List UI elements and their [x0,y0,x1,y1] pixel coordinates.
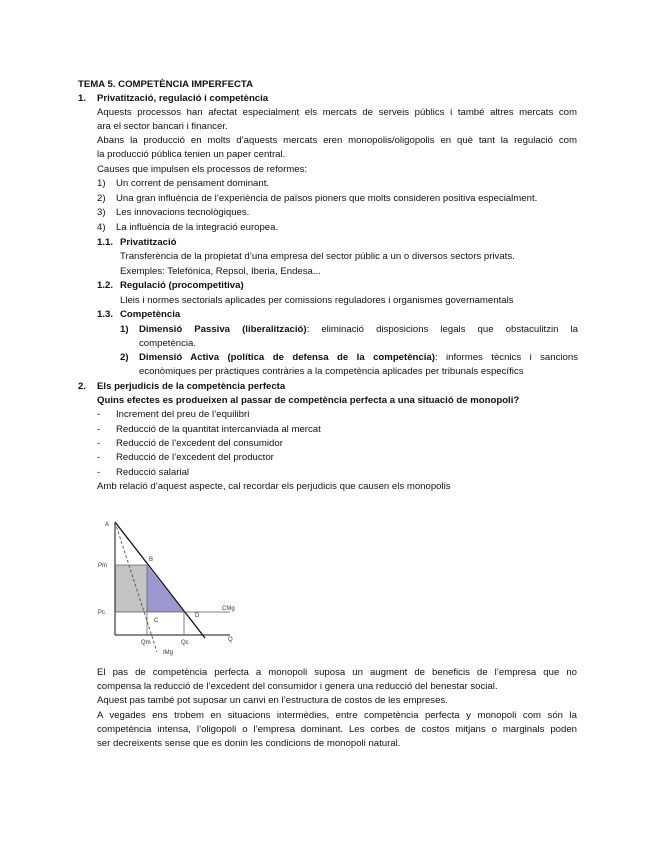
monopoly-welfare-diagram [95,510,255,660]
list-item: Increment del preu de l’equilibri [116,409,250,420]
subsection-number: 1.1. [97,237,114,248]
list-number: 2) [97,193,106,204]
label-a: A [105,522,110,528]
section-1-number: 1. [78,93,87,104]
paragraph-line: Lleis i normes sectorials aplicades per comissions reguladores i organismes governamentals [120,295,514,306]
label-b: B [149,557,154,563]
paragraph-line: Exemples: Telefónica, Repsol, Iberia, Endesa... [120,266,321,277]
list-number: 1) [97,178,106,189]
label-cmg: CMg [222,606,235,612]
list-item: Reducció de l’excedent del consumidor [116,438,283,449]
list-dash: - [97,409,101,420]
paragraph-line: El pas de competència perfecta a monopoli suposa un augment de beneficis de l’empresa que no [97,667,577,678]
label-qc: Qc [181,640,189,646]
list-number: 4) [97,222,106,233]
paragraph-line: competència. [139,338,197,349]
label-pc: Pc [98,610,106,616]
list-dash: - [97,424,101,435]
section-2-number: 2. [78,381,87,392]
paragraph-line: Abans la producció en molts d’aquests mercats eren monopolis/oligopolis en què tant la regulació com [97,135,577,146]
list-item: Les innovacions tecnològiques. [116,207,250,218]
label-c: C [154,618,159,624]
paragraph-line: compensa la reducció de l’excedent del consumidor i genera una reducció del benestar social. [97,681,498,692]
list-item: Reducció de l’excedent del productor [116,452,274,463]
subsection-heading: Competència [120,309,181,320]
label-d: D [195,613,200,619]
paragraph-line: Amb relació d’aquest aspecte, cal recordar els perjudicis que causen els monopolis [97,481,451,492]
doc-title: TEMA 5. COMPETÈNCIA IMPERFECTA [78,79,254,90]
list-item: Reducció de la quantitat intercanviada al mercat [116,424,321,435]
section-1-heading: Privatització, regulació i competència [97,93,269,104]
label-q: Q [228,637,233,643]
label-pm: Pm [98,563,107,569]
paragraph-line: ara el sector bancari i financer. [97,121,228,132]
list-number: 3) [97,207,106,218]
paragraph-line: econòmiques per pràctiques contràries a la competència aplicades per tribunals específics [139,366,524,377]
label-qm: Qm [141,640,151,646]
label-img: IMg [163,650,174,656]
subsection-number: 1.2. [97,280,114,291]
paragraph-line: A vegades ens trobem en situacions intermèdies, entre competència perfecta y monopoli com són la [97,710,577,721]
paragraph-line: la producció pública tenien un paper central. [97,149,286,160]
list-number: 1) [120,324,129,335]
list-item: Un corrent de pensament dominant. [116,178,270,189]
section-2-heading: Els perjudicis de la competència perfecta [97,381,286,392]
causes-intro: Causes que impulsen els processos de reformes: [97,164,308,175]
paragraph-line: competència intensa, l’oligopoli o l’empresa dominant. Les corbes de costos mitjans o marginals poden [97,724,577,735]
list-item: Reducció salarial [116,467,190,478]
list-item [139,324,578,336]
list-dash: - [97,467,101,478]
list-item: La influència de la integració europea. [116,222,279,233]
subsection-heading: Privatització [120,237,177,248]
item-text: : informes tècnics i sancions [434,352,579,363]
list-item: Una gran influència de l’experiència de països pioners que molts consideren positiva especialment. [116,193,538,204]
item-heading: Dimensió Activa (política de defensa de la competència) [139,352,435,363]
deadweight-loss-area [147,565,184,612]
section-question: Quins efectes es produeixen al passar de competència perfecta a una situació de monopoli? [97,395,520,406]
paragraph-line: Aquest pas també pot suposar un canvi en l’estructura de costos de les empreses. [97,695,448,706]
paragraph-line: Aquests processos han afectat especialment els mercats de serveis públics i també altres mercats com [97,107,577,118]
item-heading: Dimensió Passiva (liberalització) [139,324,307,335]
list-dash: - [97,452,101,463]
paragraph-line: Transferència de la propietat d’una empresa del sector públic a un o diversos sectors privats. [120,251,515,262]
paragraph-line: ser decreixents sense que es donin les condicions de monopoli natural. [97,738,401,749]
item-text: : eliminació disposicions legals que obstaculitzin la [306,324,578,335]
list-number: 2) [120,352,129,363]
list-item [139,352,578,364]
subsection-number: 1.3. [97,309,114,320]
list-dash: - [97,438,101,449]
subsection-heading: Regulació (procompetitiva) [120,280,244,291]
